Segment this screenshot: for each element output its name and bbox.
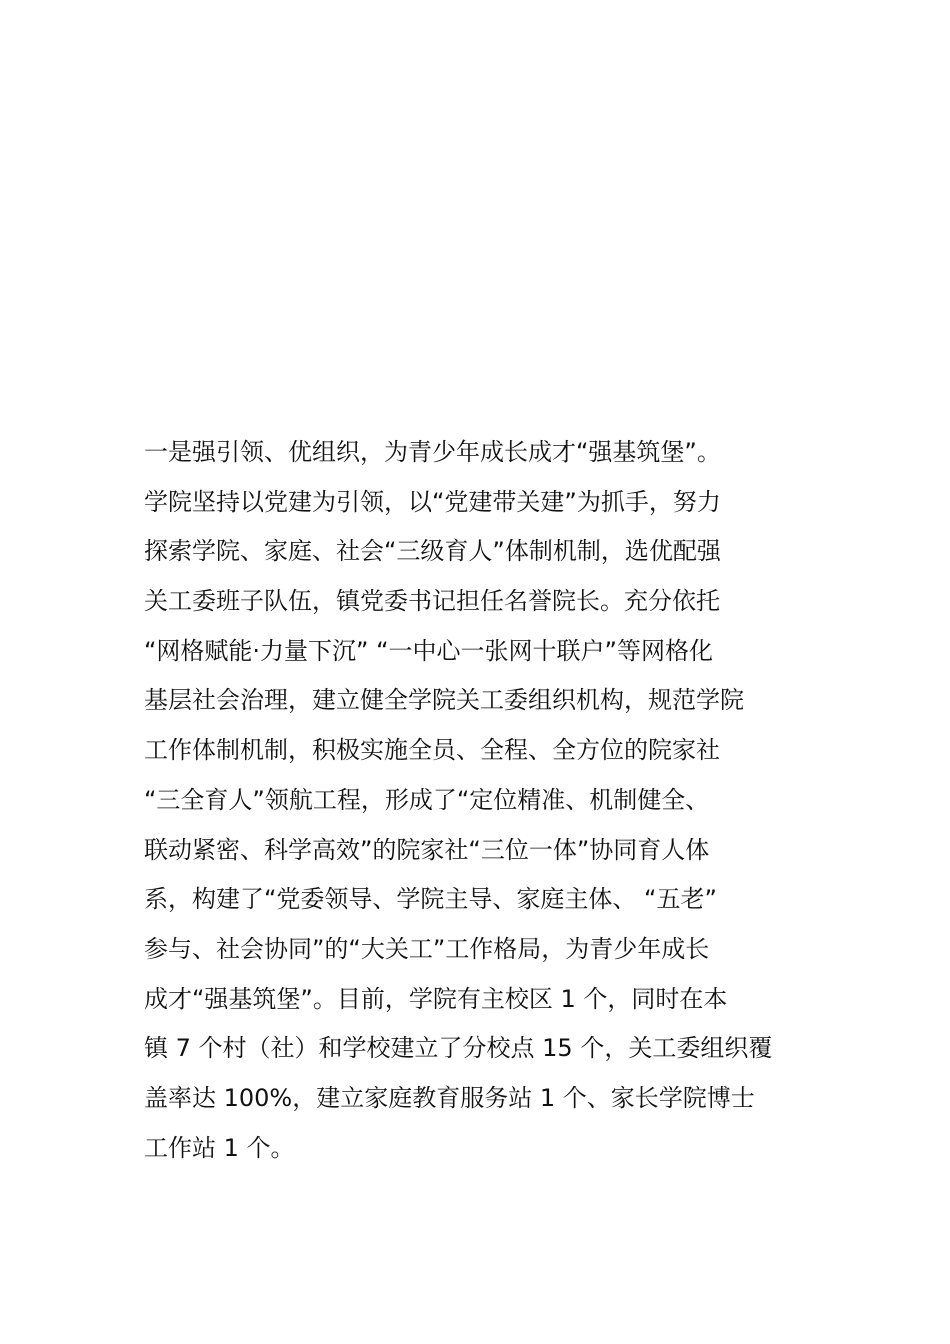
paragraph-line: 参与、社会协同”的“大关工”工作格局，为青少年成长 bbox=[144, 934, 710, 963]
paragraph-line: 探索学院、家庭、社会“三级育人”体制机制，选优配强 bbox=[144, 537, 721, 566]
paragraph-line: 联动紧密、科学高效”的院家社“三位一体”协同育人体 bbox=[144, 835, 710, 864]
paragraph-line: 镇 7 个村（社）和学校建立了分校点 15 个，关工委组织覆 bbox=[144, 1034, 773, 1063]
paragraph-line: 盖率达 100%，建立家庭教育服务站 1 个、家长学院博士 bbox=[144, 1083, 755, 1112]
body-paragraph bbox=[144, 428, 810, 1173]
paragraph-line: “三全育人”领航工程，形成了“定位精准、机制健全、 bbox=[144, 785, 710, 814]
paragraph-line: 工作体制机制，积极实施全员、全程、全方位的院家社 bbox=[144, 736, 720, 765]
paragraph-line: 一是强引领、优组织，为青少年成长成才“强基筑堡”。 bbox=[144, 438, 721, 466]
paragraph-line: 工作站 1 个。 bbox=[144, 1133, 295, 1162]
paragraph-line: 系，构建了“党委领导、学院主导、家庭主体、 “五老” bbox=[144, 885, 717, 914]
paragraph-line: 成才“强基筑堡”。目前，学院有主校区 1 个，同时在本 bbox=[144, 984, 728, 1013]
paragraph-line: 基层社会治理，建立健全学院关工委组织机构，规范学院 bbox=[144, 686, 744, 715]
paragraph-line: 关工委班子队伍，镇党委书记担任名誉院长。充分依托 bbox=[144, 587, 720, 616]
paragraph-line: 学院坚持以党建为引领，以“党建带关建”为抓手，努力 bbox=[144, 487, 721, 516]
paragraph-line: “网格赋能·力量下沉” “一中心一张网十联户”等网格化 bbox=[144, 636, 713, 665]
